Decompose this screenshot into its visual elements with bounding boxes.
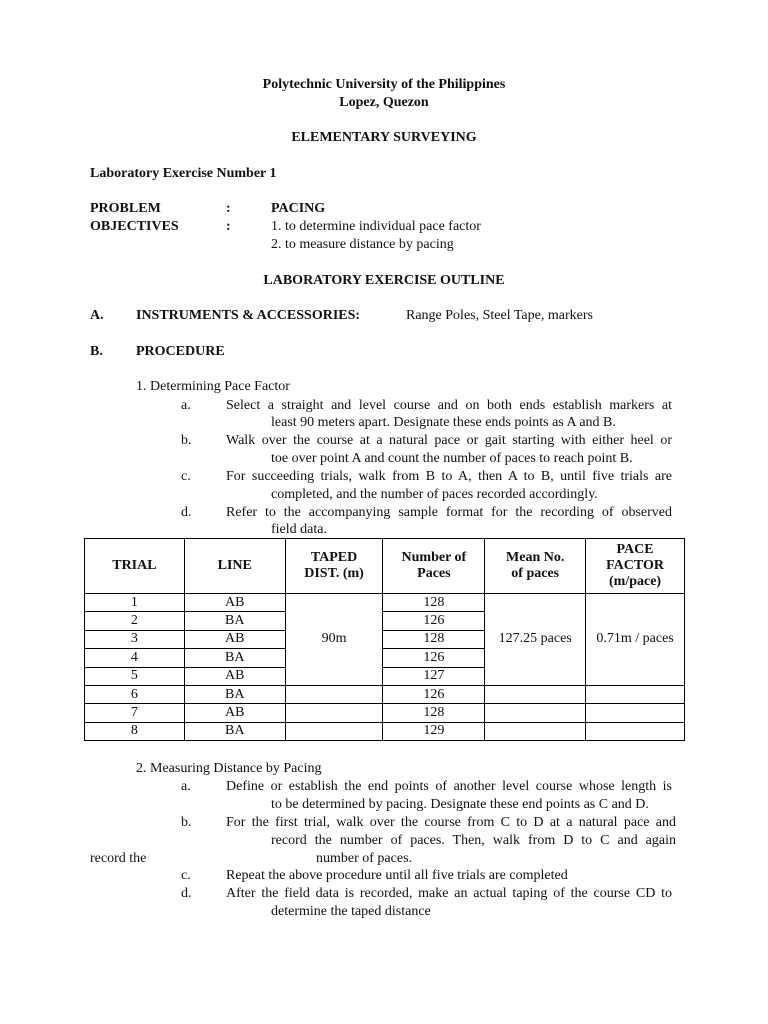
header-number-of-paces: Number of Paces: [383, 539, 485, 594]
table-row: [85, 704, 685, 722]
section-b-letter: B.: [90, 344, 103, 359]
step-letter: c.: [181, 868, 191, 883]
step-line: Walk over the course at a natural pace or gait starting with either heel or: [226, 433, 672, 448]
step-line: to be determined by pacing. Designate these end points as C and D.: [271, 797, 649, 812]
step-line: Select a straight and level course and on both ends establish markers at: [226, 398, 672, 413]
section-a-value: Range Poles, Steel Tape, markers: [406, 308, 593, 323]
header-pace-factor: PACE FACTOR (m/pace): [586, 539, 685, 594]
trial-cell: 6: [85, 685, 185, 703]
paces-cell: 126: [383, 612, 485, 630]
trial-cell: 7: [85, 704, 185, 722]
section-a-letter: A.: [90, 308, 104, 323]
step-letter: d.: [181, 886, 192, 901]
empty-cell: [485, 685, 586, 703]
course-title: ELEMENTARY SURVEYING: [291, 130, 477, 145]
problem-value: PACING: [271, 201, 326, 216]
paces-cell: 127: [383, 667, 485, 685]
empty-cell: [586, 722, 685, 740]
step-line: number of paces.: [316, 851, 413, 866]
header-trial: TRIAL: [85, 539, 185, 594]
header-mean-paces: Mean No. of paces: [485, 539, 586, 594]
empty-cell: [485, 722, 586, 740]
part1-title: 1. Determining Pace Factor: [136, 379, 290, 394]
section-b-title: PROCEDURE: [136, 344, 225, 359]
table-row: [85, 594, 685, 612]
step-line: Define or establish the end points of another level course whose length is: [226, 779, 672, 794]
outline-title: LABORATORY EXERCISE OUTLINE: [263, 273, 505, 288]
trial-cell: 8: [85, 722, 185, 740]
empty-cell: [285, 722, 383, 740]
line-cell: AB: [184, 630, 285, 648]
line-cell: BA: [184, 685, 285, 703]
paces-cell: 128: [383, 594, 485, 612]
pace-factor-cell: 0.71m / paces: [586, 594, 685, 686]
objective-item: 1. to determine individual pace factor: [271, 219, 481, 234]
paces-cell: 128: [383, 704, 485, 722]
taped-distance-cell: 90m: [285, 594, 383, 686]
step-line: Refer to the accompanying sample format for the recording of observed: [226, 505, 672, 520]
trial-cell: 4: [85, 649, 185, 667]
empty-cell: [285, 685, 383, 703]
problem-label: PROBLEM: [90, 201, 161, 216]
table-row: [85, 722, 685, 740]
step-letter: d.: [181, 505, 192, 520]
header-taped-distance: TAPED DIST. (m): [285, 539, 383, 594]
step-line: completed, and the number of paces recorded accordingly.: [271, 487, 598, 502]
paces-cell: 126: [383, 685, 485, 703]
step-line: For the first trial, walk over the course from C to D at a natural pace and: [226, 815, 676, 830]
university-name: Polytechnic University of the Philippines: [262, 77, 506, 92]
mean-paces-cell: 127.25 paces: [485, 594, 586, 686]
table-row: [85, 685, 685, 703]
empty-cell: [485, 704, 586, 722]
empty-cell: [586, 685, 685, 703]
objective-item: 2. to measure distance by pacing: [271, 237, 454, 252]
objectives-colon: :: [226, 219, 231, 234]
paces-cell: 129: [383, 722, 485, 740]
line-cell: BA: [184, 649, 285, 667]
step-line: After the field data is recorded, make an actual taping of the course CD to: [226, 886, 672, 901]
step-line: field data.: [271, 522, 327, 537]
step-line: record the: [90, 851, 147, 866]
pace-data-table: [84, 538, 685, 741]
trial-cell: 2: [85, 612, 185, 630]
step-line: For succeeding trials, walk from B to A, then A to B, until five trials are: [226, 469, 672, 484]
step-line: Repeat the above procedure until all five trials are completed: [226, 868, 568, 883]
step-line: record the number of paces. Then, walk from D to C and again: [271, 833, 676, 848]
exercise-number: Laboratory Exercise Number 1: [90, 166, 277, 181]
step-letter: a.: [181, 779, 191, 794]
paces-cell: 126: [383, 649, 485, 667]
line-cell: AB: [184, 667, 285, 685]
step-letter: c.: [181, 469, 191, 484]
step-letter: b.: [181, 815, 192, 830]
objectives-label: OBJECTIVES: [90, 219, 179, 234]
header-line: LINE: [184, 539, 285, 594]
trial-cell: 5: [85, 667, 185, 685]
step-line: least 90 meters apart. Designate these ends points as A and B.: [271, 415, 616, 430]
line-cell: AB: [184, 704, 285, 722]
line-cell: BA: [184, 722, 285, 740]
trial-cell: 3: [85, 630, 185, 648]
paces-cell: 128: [383, 630, 485, 648]
empty-cell: [285, 704, 383, 722]
part2-title: 2. Measuring Distance by Pacing: [136, 761, 322, 776]
line-cell: AB: [184, 594, 285, 612]
step-letter: b.: [181, 433, 192, 448]
step-letter: a.: [181, 398, 191, 413]
table-header-row: [85, 539, 685, 594]
trial-cell: 1: [85, 594, 185, 612]
section-a-title: INSTRUMENTS & ACCESSORIES:: [136, 308, 361, 323]
campus-name: Lopez, Quezon: [339, 95, 429, 110]
line-cell: BA: [184, 612, 285, 630]
problem-colon: :: [226, 201, 231, 216]
step-line: toe over point A and count the number of paces to reach point B.: [271, 451, 633, 466]
empty-cell: [586, 704, 685, 722]
step-line: determine the taped distance: [271, 904, 431, 919]
